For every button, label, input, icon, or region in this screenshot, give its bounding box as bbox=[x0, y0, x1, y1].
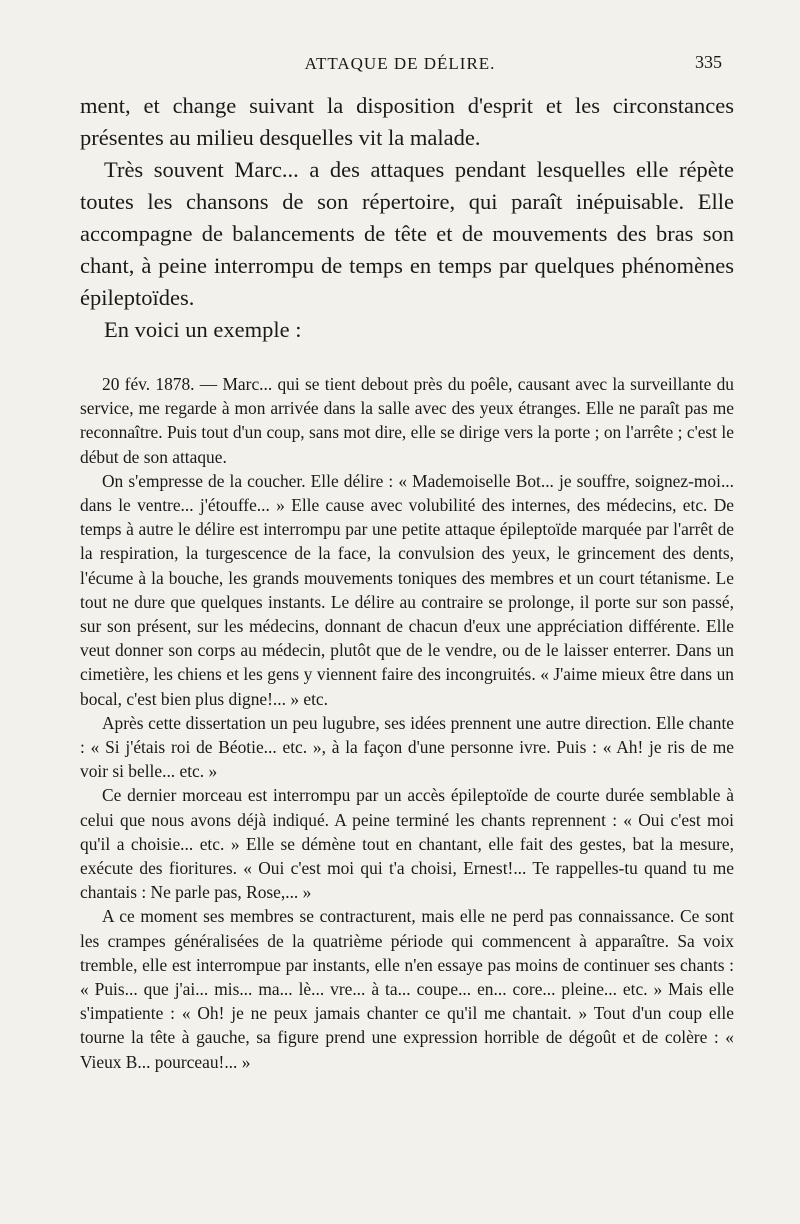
case-paragraph-1: 20 fév. 1878. — Marc... qui se tient debout près du poêle, causant avec la surveillante du service, me regarde à mon arrivée dans la salle avec des yeux étranges. Elle ne paraît pas me reconnaître. Puis tout d'un coup, sans mot dire, elle se dirige vers la porte ; on l'arrête ; c'est le début de son attaque. bbox=[80, 374, 734, 467]
main-text bbox=[80, 90, 734, 346]
page-header bbox=[0, 50, 800, 80]
case-paragraph-2: On s'empresse de la coucher. Elle délire : « Mademoiselle Bot... je souffre, soignez-moi... dans le ventre... j'étouffe... » Elle cause avec volubilité des internes, des médecins, etc. De temps à autre le délire est interrompu par une petite attaque épileptoïde marquée par l'arrêt de la respiration, la turgescence de la face, la convulsion des yeux, le grincement des dents, l'écume à la bouche, les grands mouvements toniques des membres et un court tétanisme. Le tout ne dure que quelques instants. Le délire au contraire se prolonge, il porte sur son passé, sur son présent, sur les médecins, donnant de chacun d'eux une appréciation différente. Elle veut donner son corps au médecin, plutôt que de le vendre, ou de le laisser enterrer. Dans un cimetière, les chiens et les gens y viennent faire des incongruités. « J'aime mieux être dans un bocal, c'est bien plus digne!... » etc. bbox=[80, 470, 734, 709]
case-paragraph-4: Ce dernier morceau est interrompu par un accès épileptoïde de courte durée semblable à celui que nous avons déjà indiqué. A peine terminé les chants reprennent : « Oui c'est moi qu'il a choisie... etc. » Elle se démène tout en chantant, elle fait des gestes, bat la mesure, exécute des fioritures. « Oui c'est moi qui t'a choisi, Ernest!... Te rappelles-tu quand tu me chantais : Ne parle pas, Rose,... » bbox=[80, 785, 734, 903]
case-paragraph-3: Après cette dissertation un peu lugubre, ses idées prennent une autre direction. Elle chante : « Si j'étais roi de Béotie... etc. », à la façon d'une personne ivre. Puis : « Ah! je ris de me voir si belle... etc. » bbox=[80, 712, 734, 782]
case-paragraph-5: A ce moment ses membres se contracturent, mais elle ne perd pas connaissance. Ce sont les crampes généralisées de la quatrième période qui commencent à apparaître. Sa voix tremble, elle est interrompue par instants, elle n'en essaye pas moins de continuer ses chants : « Puis... que j'ai... mis... ma... lè... vre... à ta... coupe... en... core... pleine... etc. » Mais elle s'impatiente : « Oh! je ne peux jamais chanter ce qu'il me chantait. » Tout d'un coup elle tourne la tête à gauche, sa figure prend une expression horrible de dégoût et de colère : « Vieux B... pourceau!... » bbox=[80, 906, 734, 1072]
paragraph-marc-attacks: Très souvent Marc... a des attaques pendant lesquelles elle répète toutes les chansons de son répertoire, qui paraît inépuisable. Elle accompagne de balancements de tête et de mouvements des bras son chant, à peine interrompu de temps en temps par quelques phénomènes épileptoïdes. bbox=[80, 157, 734, 310]
paragraph-continuation: ment, et change suivant la disposition d'esprit et les circonstances présentes au milieu desquelles vit la malade. bbox=[80, 93, 734, 150]
running-head: ATTAQUE DE DÉLIRE. bbox=[304, 54, 496, 73]
case-report bbox=[80, 372, 734, 1074]
page-number: 335 bbox=[695, 52, 722, 72]
paragraph-example-intro: En voici un exemple : bbox=[104, 317, 302, 342]
